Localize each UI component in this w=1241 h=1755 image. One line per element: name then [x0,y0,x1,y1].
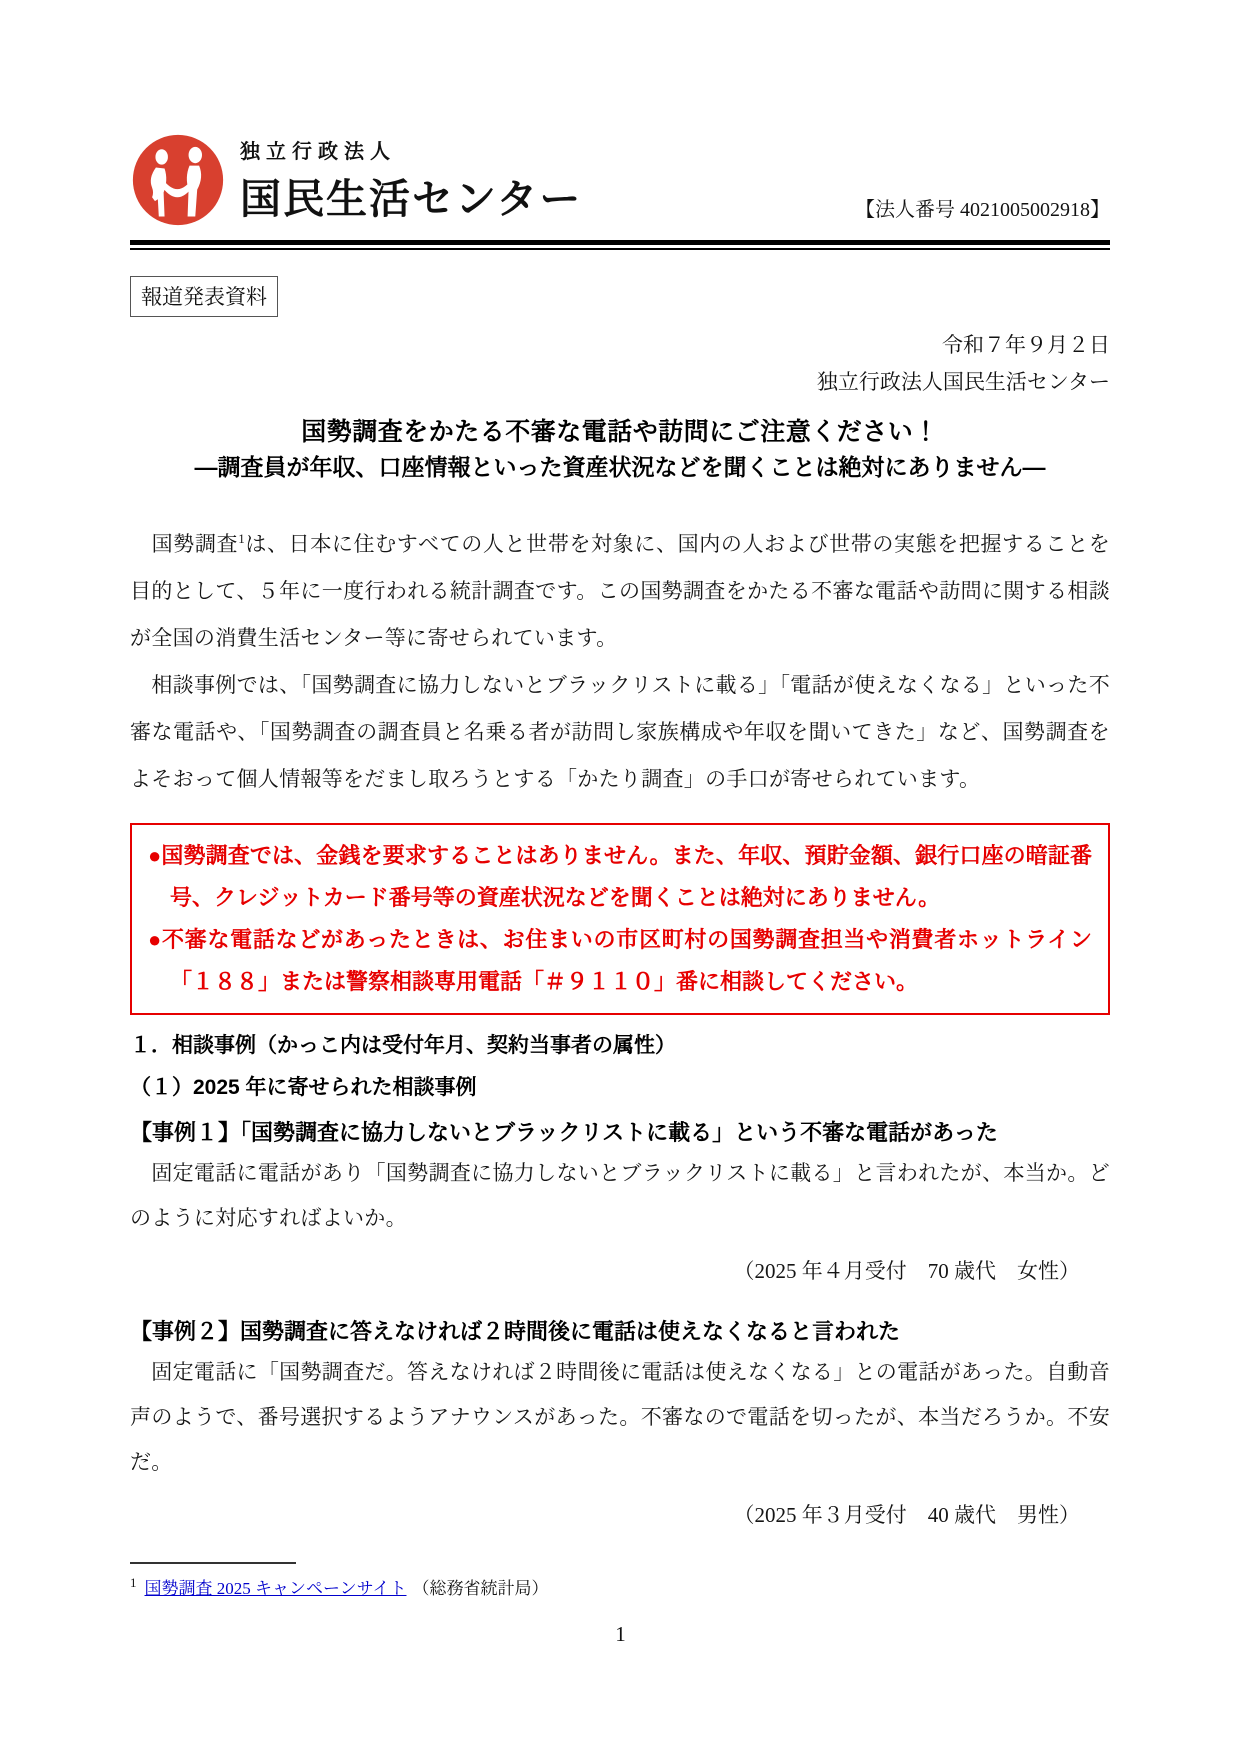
corporate-number: 【法人番号 4021005002918】 [855,199,1110,221]
header [130,120,1110,228]
page-number: 1 [615,1622,626,1646]
lead-p1-rest: は、日本に住むすべての人と世帯を対象に、国内の人および世帯の実態を把握することを目的として、５年に一度行われる統計調査です。この国勢調査をかたる不審な電話や訪問に関する相談が全国の消費生活センター等に寄せられています。 [130,532,1111,650]
case1-body: 固定電話に電話があり「国勢調査に協力しないとブラックリストに載る」と言われたが、本当か。どのように対応すればよいか。 [130,1161,1110,1230]
kokusen-logo [130,132,582,228]
lead-p1-pre: 国勢調査 [130,532,239,556]
footnote-area [130,1562,1110,1599]
lead-paragraph-1 [130,521,1110,662]
warning-item-2: ●不審な電話などがあったときは、お住まいの市区町村の国勢調査担当や消費者ホットライン「１８８」または警察相談専用電話「＃９１１０」番に相談してください。 [148,927,1092,994]
case2-title: 【事例２】国勢調査に答えなければ２時間後に電話は使えなくなると言われた [130,1319,901,1344]
footnote-line [130,1574,1110,1599]
lead-paragraphs [130,521,1110,803]
section1-heading: １．相談事例（かっこ内は受付年月、契約当事者の属性） [130,1034,676,1057]
logo-text [240,135,582,225]
case1-title: 【事例１】「国勢調査に協力しないとブラックリストに載る」という不審な電話があった [130,1120,998,1145]
main-title: 国勢調査をかたる不審な電話や訪問にご注意ください！ [301,418,939,446]
logo-org-name: 国民生活センター [240,176,583,222]
people-holding-hands-icon [130,132,226,228]
page-content [130,0,1110,1538]
warning-box [130,823,1110,1015]
footnote-divider [130,1562,296,1564]
header-divider [130,240,1110,250]
footnote-marker: 1 [130,1575,137,1591]
release-date: 令和７年９月２日 [942,333,1110,357]
doc-type-badge: 報道発表資料 [130,276,278,317]
case2-body: 固定電話に「国勢調査だ。答えなければ２時間後に電話は使えなくなる」との電話があった。自動音声のようで、番号選択するようアナウンスがあった。不審なので電話を切ったが、本当だろうか。不安だ。 [130,1360,1110,1474]
logo-org-type: 独立行政法人 [240,141,396,163]
section1-subheading: （１）2025 年に寄せられた相談事例 [130,1076,477,1099]
footnote-source: （総務省統計局） [412,1579,549,1598]
case2-meta: （2025 年３月受付 40 歳代 男性） [733,1503,1080,1527]
case1-meta: （2025 年４月受付 70 歳代 女性） [733,1259,1080,1283]
lead-paragraph-2: 相談事例では、「国勢調査に協力しないとブラックリストに載る」「電話が使えなくなる」といった不審な電話や、「国勢調査の調査員と名乗る者が訪問し家族構成や年収を聞いてきた」など、国勢調査をよそおって個人情報等をだまし取ろうとする「かたり調査」の手口が寄せられています。 [130,673,1110,791]
footnote-ref-1: 1 [238,531,245,546]
warning-item-1: ●国勢調査では、金銭を要求することはありません。また、年収、預貯金額、銀行口座の暗証番号、クレジットカード番号等の資産状況などを聞くことは絶対にありません。 [148,843,1092,910]
census-campaign-link[interactable]: 国勢調査 2025 キャンペーンサイト [144,1579,407,1598]
issuer-name: 独立行政法人国民生活センター [816,370,1110,394]
sub-title: ―調査員が年収、口座情報といった資産状況などを聞くことは絶対にありません― [194,454,1046,480]
